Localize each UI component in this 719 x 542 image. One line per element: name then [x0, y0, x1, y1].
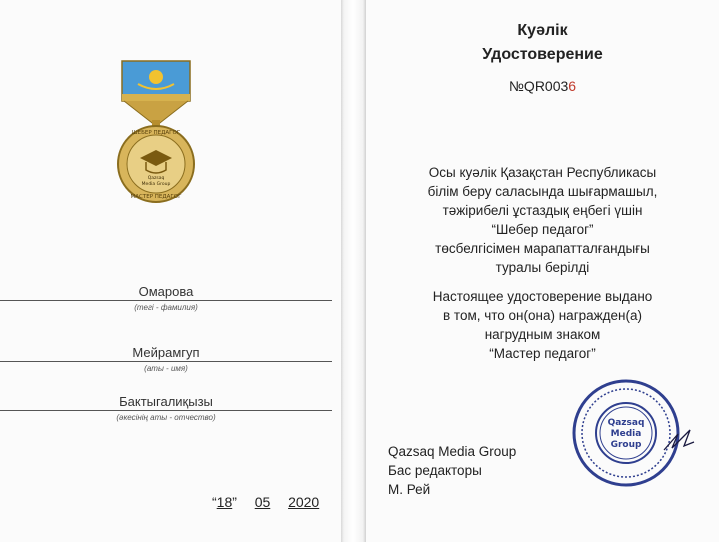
- surname-field: [0, 284, 332, 312]
- signature-block: [388, 442, 516, 499]
- medal-center-line2: Media Group: [141, 182, 171, 187]
- patronymic-caption: (әкесінің аты - отчество): [116, 413, 216, 422]
- name-line: [0, 361, 332, 362]
- signature-org: Qazsaq Media Group: [388, 444, 517, 459]
- surname-caption: (тегі - фамилия): [134, 303, 198, 312]
- kz-line: тәжірибелі ұстаздық еңбегі үшін: [442, 203, 643, 218]
- right-page: [366, 0, 719, 542]
- ru-line: Настоящее удостоверение выдано: [432, 289, 653, 304]
- medal-center-line1: Qazsaq: [147, 176, 165, 181]
- number-prefix: №QR003: [508, 78, 569, 94]
- signature-name: М. Рей: [388, 482, 431, 497]
- stamp-line1: Qazsaq: [607, 418, 645, 428]
- kz-paragraph: [366, 163, 719, 277]
- issue-date: [212, 494, 319, 510]
- official-stamp: [566, 378, 696, 488]
- date-open-quote: “: [212, 494, 217, 510]
- title-ru: Удостоверение: [482, 46, 603, 63]
- name-caption: (аты - имя): [144, 364, 188, 373]
- date-year: 2020: [288, 494, 320, 510]
- name-field: [0, 345, 332, 373]
- kz-line: Осы куәлік Қазақстан Республикасы: [428, 165, 657, 180]
- date-close-quote: ”: [232, 494, 237, 510]
- ru-line: “Мастер педагог”: [489, 346, 596, 361]
- medal-top-arc: ШЕБЕР ПЕДАГОГ: [131, 130, 181, 136]
- medal-image: [112, 58, 200, 208]
- surname-value: Омарова: [138, 284, 194, 299]
- ru-paragraph: [366, 287, 719, 363]
- number-suffix: 6: [568, 78, 577, 94]
- name-value: Мейрамгуп: [132, 345, 200, 360]
- book-spine: [341, 0, 366, 542]
- title-kz: Куәлік: [517, 22, 568, 39]
- signature-position: Бас редакторы: [388, 463, 482, 478]
- date-month: 05: [254, 494, 271, 510]
- kz-line: “Шебер педагог”: [491, 222, 594, 237]
- left-page: [0, 0, 341, 542]
- patronymic-field: [0, 394, 332, 422]
- kz-line: білім беру саласында шығармашыл,: [427, 184, 658, 199]
- kz-line: туралы берілді: [495, 260, 590, 275]
- medal-bottom-arc: МАСТЕР ПЕДАГОГ: [130, 194, 182, 200]
- stamp-line2: Media: [610, 429, 642, 439]
- stamp-line3: Group: [610, 440, 642, 450]
- patronymic-value: Бактыгалиқызы: [119, 394, 213, 409]
- kz-line: төсбелгісімен марапатталғандығы: [435, 241, 650, 256]
- certificate-number: [366, 78, 719, 94]
- ru-line: нагрудным знаком: [484, 327, 601, 342]
- date-day: 18: [216, 494, 233, 510]
- patronymic-line: [0, 410, 332, 411]
- surname-line: [0, 300, 332, 301]
- ru-line: в том, что он(она) награжден(а): [442, 308, 643, 323]
